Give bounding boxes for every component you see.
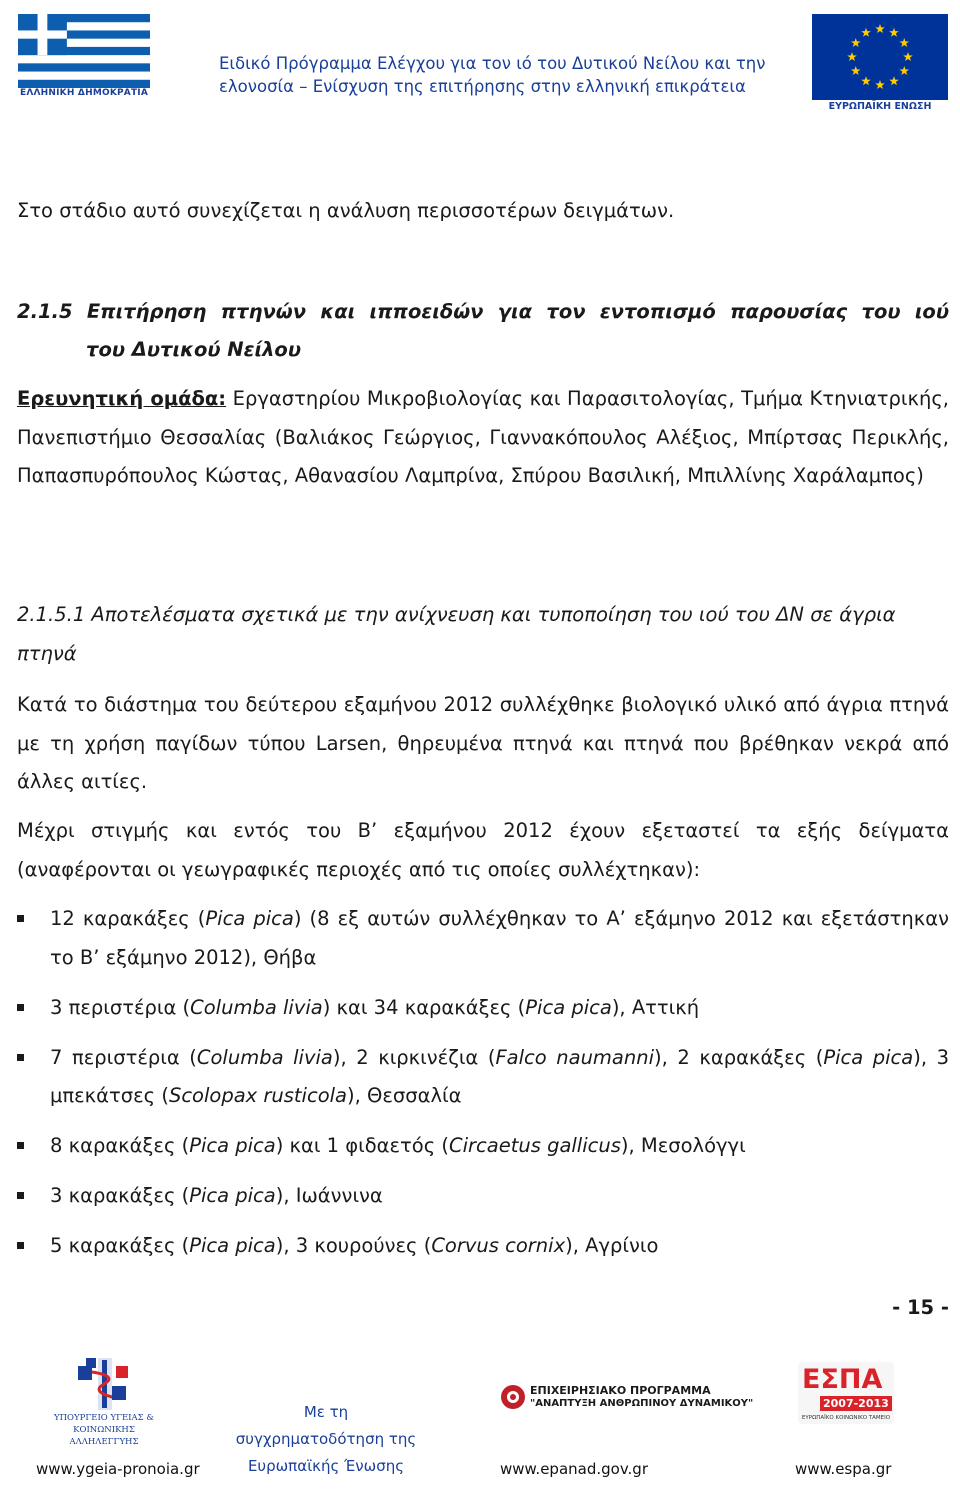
espa-website-link[interactable]: www.espa.gr: [795, 1460, 892, 1478]
list-item-text: ), Θεσσαλία: [347, 1084, 462, 1107]
species-name: Columba livia: [196, 1045, 333, 1069]
ministry-of-health-logo: [38, 1358, 170, 1447]
collection-paragraph: Κατά το διάστημα του δεύτερου εξαμήνου 2012 συλλέχθηκε βιολογικό υλικό από άγρια πτηνά με τη χρήση παγίδων τύπου Larsen, θηρευμένα πτηνά και πτηνά που βρέθηκαν νεκρά από άλλες αιτίες.: [17, 693, 949, 793]
espa-tagline: ΕΥΡΩΠΑΪΚΟ ΚΟΙΝΩΝΙΚΟ ΤΑΜΕΙΟ: [801, 1415, 891, 1421]
ministry-website-link[interactable]: www.ygeia-pronoia.gr: [36, 1460, 200, 1478]
species-name: Circaetus gallicus: [448, 1134, 621, 1157]
list-item-text: 5 καρακάξες (: [50, 1234, 190, 1257]
bullet-square-icon: [17, 1054, 24, 1061]
ministry-caption: [38, 1412, 170, 1448]
list-item-text: ), Μεσολόγγι: [620, 1134, 746, 1157]
list-item-text: 7 περιστέρια (: [50, 1045, 197, 1069]
sample-list-item: [17, 1127, 949, 1166]
list-item-text: ), 3 κουρούνες (: [275, 1234, 432, 1257]
sample-list-item: [17, 1177, 949, 1216]
program-title: [219, 52, 799, 98]
greek-republic-logo: [18, 14, 150, 104]
epanad-logo: [500, 1382, 754, 1414]
espa-logo-text: ΕΣΠΑ: [802, 1364, 883, 1395]
sample-list-item: [17, 900, 949, 977]
sample-list-item: [17, 1039, 949, 1116]
eu-logo-caption: ΕΥΡΩΠΑΪΚΗ ΕΝΩΣΗ: [828, 101, 932, 112]
bullet-square-icon: [17, 1142, 24, 1149]
list-item-text: ), 2 καρακάξες (: [654, 1045, 824, 1069]
ministry-caption-line-1: ΥΠΟΥΡΓΕΙΟ ΥΓΕΙΑΣ &: [54, 1413, 154, 1423]
research-team-text: Εργαστηρίου Μικροβιολογίας και Παρασιτολογίας, Τμήμα Κτηνιατρικής, Πανεπιστήμιο Θεσσαλίας (Βαλιάκος Γεώργιος, Γιαννακόπουλος Αλέξιος, Μπίρτσας Περικλής, Παπασπυρόπουλος Κώστας, Αθανασίου Λαμπρίνα, Σπύρου Βασιλική, Μπιλλίνης Χαράλαμπος): [17, 387, 949, 487]
species-name: Pica pica: [189, 1184, 276, 1207]
program-title-line-2: ελονοσία – Ενίσχυση της επιτήρησης στην ελληνική επικράτεια: [219, 77, 746, 96]
list-item-text: ), Αττική: [611, 995, 700, 1019]
greek-logo-caption: ΕΛΛΗΝΙΚΗ ΔΗΜΟΚΡΑΤΙΑ: [19, 88, 149, 98]
bullet-square-icon: [17, 1192, 24, 1199]
eu-logo: [812, 14, 948, 114]
greek-flag-icon: [18, 14, 150, 88]
cofunding-line-3: Ευρωπαϊκής Ένωσης: [247, 1457, 405, 1475]
subsection-heading-2-1-5-1: 2.1.5.1 Αποτελέσματα σχετικά με την ανίχνευση και τυποποίηση του ιού του ΔΝ σε άγρια πτηνά: [17, 603, 896, 665]
section-heading-2-1-5: 2.1.5 Επιτήρηση πτηνών και ιπποειδών για τον εντοπισμό παρουσίας του ιού: [17, 300, 949, 323]
epanad-title-line-2: "ΑΝΑΠΤΥΞΗ ΑΝΘΡΩΠΙΝΟΥ ΔΥΝΑΜΙΚΟΥ": [530, 1398, 754, 1409]
species-name: Scolopax rusticola: [168, 1084, 347, 1107]
section-heading-2-1-5-continued: του Δυτικού Νείλου: [86, 338, 301, 361]
intro-sentence: Στο στάδιο αυτό συνεχίζεται η ανάλυση περισσοτέρων δειγμάτων.: [17, 199, 675, 222]
species-name: Pica pica: [189, 1134, 276, 1157]
list-item-text: 8 καρακάξες (: [50, 1134, 190, 1157]
species-name: Pica pica: [525, 995, 612, 1019]
page-footer: [0, 1350, 960, 1491]
species-name: Falco naumanni: [495, 1045, 655, 1069]
species-name: Corvus cornix: [431, 1234, 566, 1257]
epanad-title: [530, 1384, 753, 1410]
bullet-square-icon: [17, 1242, 24, 1249]
bullet-square-icon: [17, 915, 24, 922]
list-item-text: 3 περιστέρια (: [50, 995, 191, 1019]
program-title-line-1: Ειδικό Πρόγραμμα Ελέγχου για τον ιό του Δυτικού Νείλου και την: [219, 54, 766, 73]
cofunding-line-1: Με τη: [303, 1403, 349, 1421]
list-item-text: 3 καρακάξες (: [50, 1184, 190, 1207]
cofunding-statement: [226, 1399, 426, 1480]
list-item-text: 12 καρακάξες (: [50, 907, 206, 930]
species-name: Pica pica: [205, 907, 294, 930]
list-item-text: ), 2 κιρκινέζια (: [332, 1045, 496, 1069]
espa-logo: [798, 1362, 894, 1444]
sample-list-item: [17, 989, 949, 1028]
list-item-text: ), 3 μπεκάτσες (: [50, 1045, 950, 1107]
page-header: [0, 0, 960, 115]
epanad-title-line-1: ΕΠΙΧΕΙΡΗΣΙΑΚΟ ΠΡΟΓΡΑΜΜΑ: [530, 1384, 711, 1397]
research-team-paragraph: [17, 380, 949, 496]
sample-list-item: [17, 1227, 949, 1266]
research-team-label: Ερευνητική ομάδα:: [17, 387, 227, 410]
list-item-text: ) και 34 καρακάξες (: [322, 995, 526, 1019]
page-number: - 15 -: [892, 1296, 949, 1319]
espa-years: 2007-2013: [820, 1396, 892, 1411]
cofunding-line-2: συγχρηματοδότηση της: [235, 1430, 417, 1448]
bullet-square-icon: [17, 1004, 24, 1011]
species-name: Pica pica: [823, 1045, 914, 1069]
list-item-text: ), Αγρίνιο: [565, 1234, 659, 1257]
samples-list: [17, 900, 949, 1277]
caduceus-icon: [78, 1358, 130, 1410]
epanad-emblem-icon: [500, 1384, 526, 1410]
species-name: Columba livia: [190, 995, 323, 1019]
list-item-text: ) (8 εξ αυτών συλλέχθηκαν το Α’ εξάμηνο 2012 και εξετάστηκαν το Β’ εξάμηνο 2012), Θήβα: [50, 907, 949, 969]
list-item-text: ), Ιωάννινα: [275, 1184, 383, 1207]
ministry-caption-line-2: ΚΟΙΝΩΝΙΚΗΣ ΑΛΛΗΛΕΓΓΥΗΣ: [69, 1425, 139, 1447]
species-name: Pica pica: [189, 1234, 276, 1257]
list-item-text: ) και 1 φιδαετός (: [275, 1134, 449, 1157]
samples-paragraph: Μέχρι στιγμής και εντός του Β’ εξαμήνου 2012 έχουν εξεταστεί τα εξής δείγματα (αναφέρονται οι γεωγραφικές περιοχές από τις οποίες συλλέχτηκαν):: [17, 819, 949, 881]
eu-flag-icon: [812, 14, 948, 100]
epanad-website-link[interactable]: www.epanad.gov.gr: [500, 1460, 648, 1478]
